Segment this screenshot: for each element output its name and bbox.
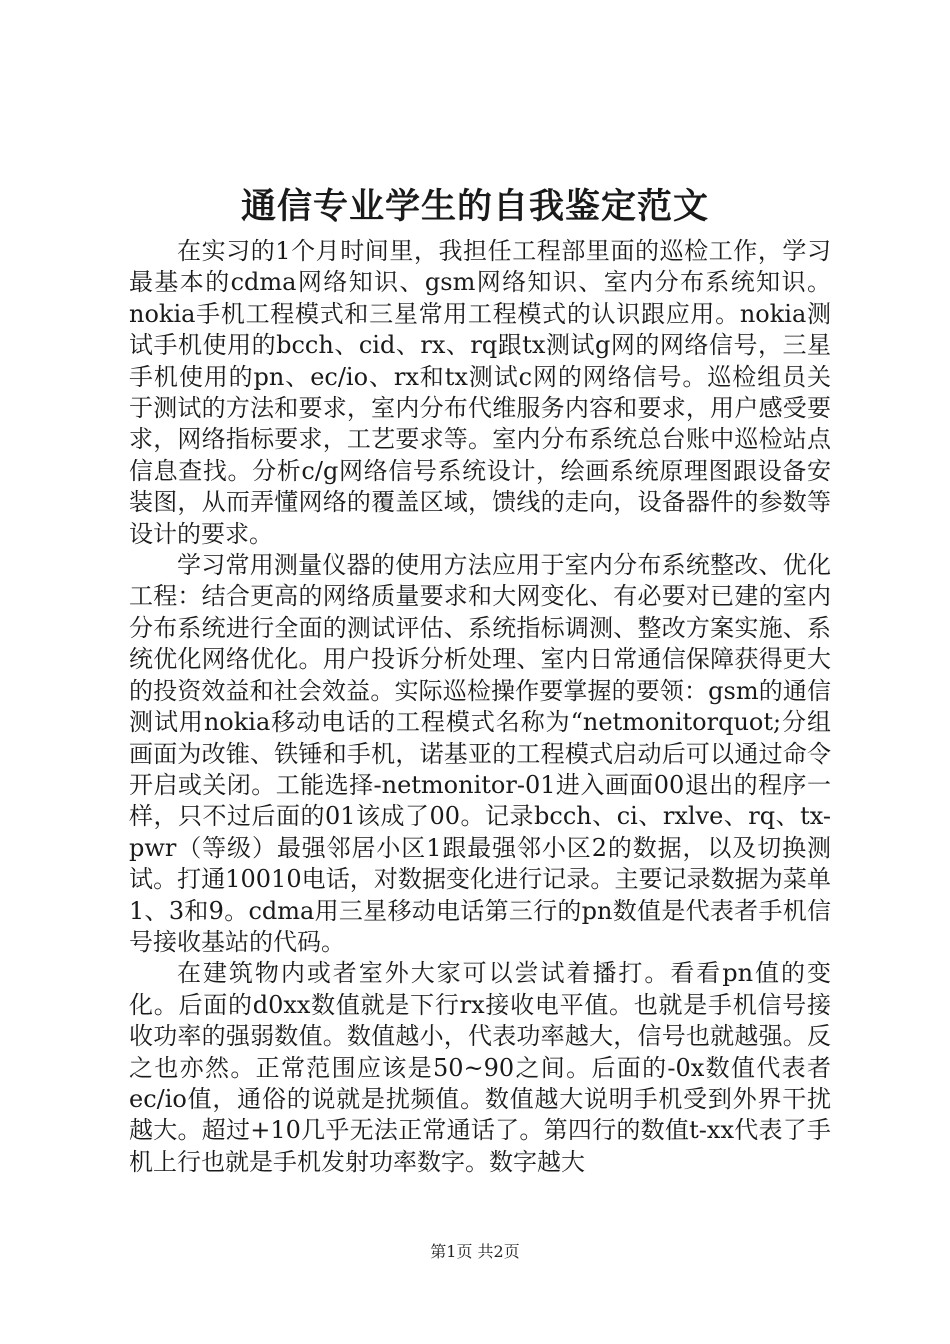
document-body <box>129 236 831 1178</box>
document-title: 通信专业学生的自我鉴定范文 <box>240 186 709 227</box>
page-footer: 第1页 共2页 <box>430 1242 520 1261</box>
paragraph-2: 学习常用测量仪器的使用方法应用于室内分布系统整改、优化工程：结合更高的网络质量要求和大网变化、有必要对已建的室内分布系统进行全面的测试评估、系统指标调测、整改方案实施、系统优化网络优化。用户投诉分析处理、室内日常通信保障获得更大的投资效益和社会效益。实际巡检操作要掌握的要领：gsm的通信测试用nokia移动电话的工程模式名称为“netmonitorquot;分组画面为改锥、铁锤和手机，诺基亚的工程模式启动后可以通过命令开启或关闭。工能选择-netmonitor-01进入画面00退出的程序一样，只不过后面的01该成了00。记录bcch、ci、rxlve、rq、tx-pwr（等级）最强邻居小区1跟最强邻小区2的数据，以及切换测试。打通10010电话，对数据变化进行记录。主要记录数据为菜单1、3和9。cdma用三星移动电话第三行的pn数值是代表者手机信号接收基站的代码。 <box>129 551 831 956</box>
paragraph-3: 在建筑物内或者室外大家可以尝试着播打。看看pn值的变化。后面的d0xx数值就是下行rx接收电平值。也就是手机信号接收功率的强弱数值。数值越小，代表功率越大，信号也就越强。反之也亦然。正常范围应该是50~90之间。后面的-0x数值代表者ec/io值，通俗的说就是扰频值。数值越大说明手机受到外界干扰越大。超过+10几乎无法正常通话了。第四行的数值t-xx代表了手机上行也就是手机发射功率数字。数字越大 <box>129 959 831 1176</box>
paragraph-1: 在实习的1个月时间里，我担任工程部里面的巡检工作，学习最基本的cdma网络知识、gsm网络知识、室内分布系统知识。nokia手机工程模式和三星常用工程模式的认识跟应用。nokia测试手机使用的bcch、cid、rx、rq跟tx测试g网的网络信号，三星手机使用的pn、ec/io、rx和tx测试c网的网络信号。巡检组员关于测试的方法和要求，室内分布代维服务内容和要求，用户感受要求，网络指标要求，工艺要求等。室内分布系统总台账中巡检站点信息查找。分析c/g网络信号系统设计，绘画系统原理图跟设备安装图，从而弄懂网络的覆盖区域，馈线的走向，设备器件的参数等设计的要求。 <box>129 237 831 548</box>
